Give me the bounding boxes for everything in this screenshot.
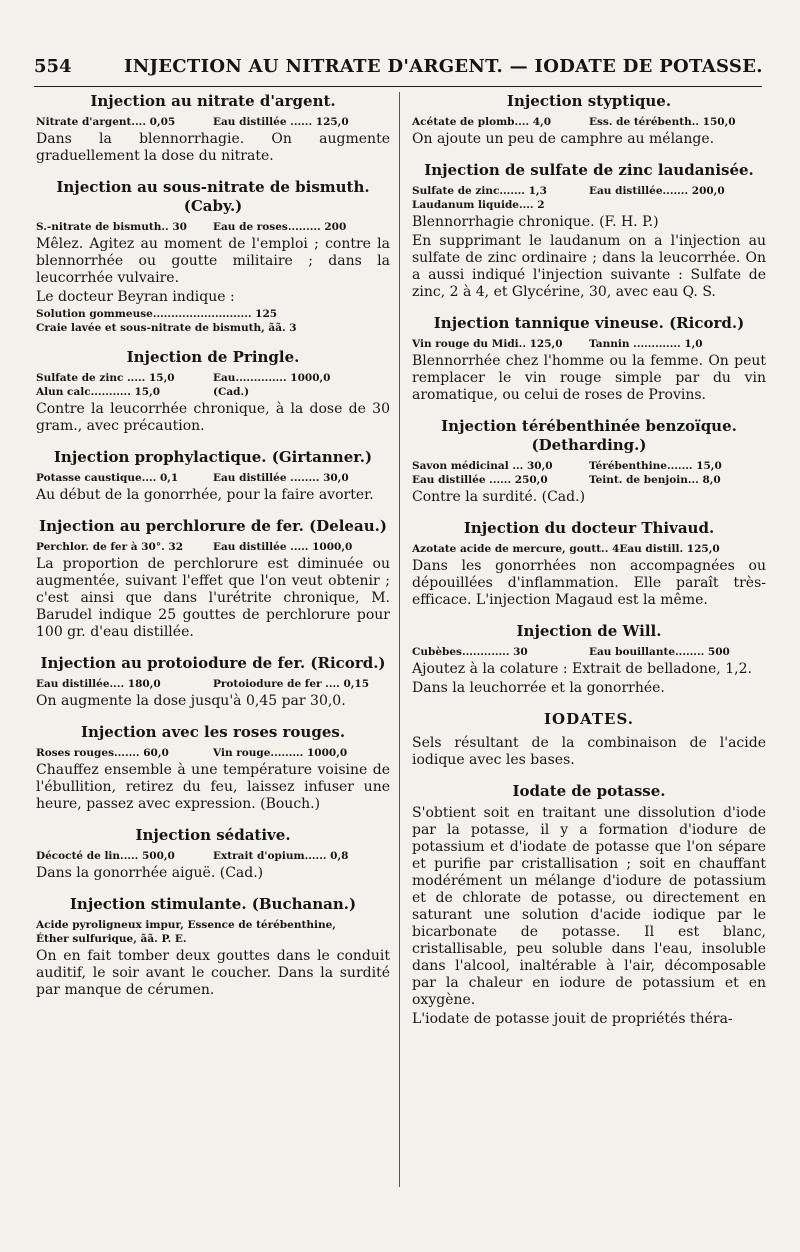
running-head [34, 50, 762, 87]
recipe-entry [36, 723, 390, 813]
formula-ingredient: Décocté de lin..... 500,0 [36, 850, 175, 862]
formula-row [36, 307, 390, 321]
section-heading: IODATES. [543, 710, 635, 728]
formula-ingredient: Laudanum liquide.... 2 [412, 199, 545, 211]
recipe-text: Dans les gonorrhées non accompagnées ou dépouillées d'inflammation. Elle paraît très-efficace. L'injection Magaud est la même. [412, 558, 766, 608]
recipe-text: Dans la blennorrhagie. On augmente graduellement la dose du nitrate. [36, 131, 390, 164]
formula-ingredient: Roses rouges....... 60,0 [36, 747, 169, 759]
formula-row [412, 473, 766, 487]
formula-row [36, 115, 390, 129]
formula-ingredient: Cubèbes............. 30 [412, 646, 528, 658]
formula-row [36, 677, 390, 691]
formula-ingredient: Éther sulfurique, ãã. P. E. [36, 933, 187, 945]
recipe-text: Contre la leucorrhée chronique, à la dose de 30 gram., avec précaution. [36, 401, 390, 434]
recipe-entry [412, 92, 766, 148]
formula-ingredient: (Cad.) [213, 386, 250, 398]
recipe-text: On augmente la dose jusqu'à 0,45 par 30,0. [36, 693, 346, 709]
recipe-title: Injection tannique vineuse. (Ricord.) [433, 314, 745, 332]
recipe-title: Injection styptique. [506, 92, 672, 110]
formula-ingredient: Ess. de térébenth.. 150,0 [589, 116, 736, 128]
recipe-formula [36, 115, 390, 129]
recipe-entry [36, 92, 390, 165]
recipe-formula [36, 849, 390, 863]
recipe-formula [36, 918, 390, 946]
recipe-title: Injection stimulante. (Buchanan.) [69, 895, 357, 913]
recipe-entry [412, 622, 766, 697]
formula-ingredient: Extrait d'opium...... 0,8 [213, 850, 349, 862]
formula-ingredient: Eau bouillante........ 500 [589, 646, 730, 658]
formula-ingredient: Vin rouge du Midi.. 125,0 [412, 338, 563, 350]
recipe-title: Injection de sulfate de zinc laudanisée. [424, 161, 754, 179]
recipe-text: Au début de la gonorrhée, pour la faire avorter. [36, 487, 374, 503]
recipe-title: Injection au perchlorure de fer. (Deleau.) [39, 517, 387, 535]
recipe-title: Injection avec les roses rouges. [80, 723, 346, 741]
recipe-entry [36, 178, 390, 335]
recipe-entry [412, 519, 766, 609]
formula-row [36, 220, 390, 234]
recipe-title: Injection térébenthinée benzoïque. (Detharding.) [441, 417, 737, 454]
recipe-formula [412, 542, 766, 556]
recipe-text: Chauffez ensemble à une température voisine de l'ébullition, retirez du feu, laissez infuser une heure, passez avec expression. (Bouch.) [36, 762, 390, 812]
formula-row [36, 371, 390, 385]
formula-row [36, 540, 390, 554]
recipe-formula [36, 371, 390, 399]
formula-ingredient: Eau distillée ...... 250,0 [412, 474, 548, 486]
recipe-text: Le docteur Beyran indique : [36, 289, 235, 305]
recipe-formula [412, 115, 766, 129]
recipe-text: On en fait tomber deux gouttes dans le conduit auditif, le soir avant le coucher. Dans la surdité par manque de cérumen. [36, 948, 390, 998]
recipe-entry [36, 895, 390, 999]
recipe-title: Injection de Pringle. [126, 348, 300, 366]
recipe-entry [412, 710, 766, 769]
formula-ingredient: Azotate acide de mercure, goutt.. 4 [412, 543, 620, 555]
formula-ingredient: Eau distill. 125,0 [619, 543, 720, 555]
recipe-formula [412, 645, 766, 659]
formula-ingredient: Potasse caustique.... 0,1 [36, 472, 179, 484]
recipe-entry [36, 448, 390, 504]
recipe-entry [36, 517, 390, 641]
recipe-title: Injection prophylactique. (Girtanner.) [53, 448, 373, 466]
formula-ingredient: Savon médicinal ... 30,0 [412, 460, 553, 472]
recipe-formula [36, 471, 390, 485]
recipe-entry [412, 417, 766, 506]
recipe-formula [36, 307, 390, 335]
formula-ingredient: Vin rouge......... 1000,0 [213, 747, 348, 759]
left-column [36, 92, 390, 1012]
formula-ingredient: S.-nitrate de bismuth.. 30 [36, 221, 187, 233]
formula-ingredient: Alun calc........... 15,0 [36, 386, 161, 398]
recipe-title: Injection au sous-nitrate de bismuth. (Caby.) [56, 178, 370, 215]
formula-ingredient: Eau.............. 1000,0 [213, 372, 331, 384]
formula-row [36, 932, 390, 946]
formula-ingredient [589, 198, 766, 212]
formula-row [36, 321, 390, 335]
formula-ingredient: Tannin ............. 1,0 [589, 338, 703, 350]
formula-row [412, 459, 766, 473]
formula-ingredient: Sulfate de zinc....... 1,3 [412, 185, 547, 197]
recipe-title: Injection au protoiodure de fer. (Ricord.) [40, 654, 386, 672]
recipe-text: Ajoutez à la colature : Extrait de belladone, 1,2. [412, 661, 752, 677]
formula-ingredient: Acide pyroligneux impur, Essence de térébenthine, [36, 919, 336, 931]
recipe-entry [36, 826, 390, 882]
formula-row [36, 849, 390, 863]
recipe-entry [36, 654, 390, 710]
recipe-text: La proportion de perchlorure est diminuée ou augmentée, suivant l'effet que l'on veut obtenir ; c'est ainsi que dans l'urétrite chronique, M. Barudel indique 25 gouttes de perchlorure pour 100 gr. d'eau distillée. [36, 556, 390, 640]
formula-ingredient: Eau distillée....... 200,0 [589, 185, 725, 197]
recipe-formula [412, 459, 766, 487]
page-number: 554 [34, 56, 72, 77]
formula-row [412, 337, 766, 351]
formula-row [412, 115, 766, 129]
recipe-text: Blennorrhagie chronique. (F. H. P.) [412, 214, 659, 230]
recipe-text: S'obtient soit en traitant une dissolution d'iode par la potasse, il y a formation d'iodure de potassium et d'iodate de potasse que l'on sépare et purifie par cristallisation ; soit en chauffant modérément un mélange d'iodure de potassium et de chlorate de potasse, ou directement en saturant une solution d'acide iodique par le bicarbonate de potasse. Il est blanc, cristallisable, peu soluble dans l'eau, insoluble dans l'alcool, inaltérable à l'air, décomposable par la chaleur en iodure de potassium et en oxygène. [412, 805, 766, 1008]
formula-ingredient: Protoiodure de fer .... 0,15 [213, 678, 370, 690]
column-divider [399, 92, 400, 1187]
formula-row [412, 542, 766, 556]
formula-ingredient: Solution gommeuse........................... 125 [36, 308, 278, 320]
recipe-text: Blennorrhée chez l'homme ou la femme. On peut remplacer le vin rouge simple par du vin aromatique, ou celui de roses de Provins. [412, 353, 766, 403]
formula-ingredient: Perchlor. de fer à 30°. 32 [36, 541, 184, 553]
recipe-text: Dans la leuchorrée et la gonorrhée. [412, 680, 665, 696]
formula-row [36, 918, 390, 932]
recipe-title: Injection de Will. [516, 622, 662, 640]
formula-ingredient: Eau distillée ..... 1000,0 [213, 541, 353, 553]
recipe-formula [36, 540, 390, 554]
recipe-text: Contre la surdité. (Cad.) [412, 489, 586, 505]
recipe-formula [412, 337, 766, 351]
formula-ingredient: Eau distillée ........ 30,0 [213, 472, 349, 484]
recipe-title: Injection du docteur Thivaud. [463, 519, 715, 537]
formula-row [412, 184, 766, 198]
formula-row [36, 471, 390, 485]
formula-row [412, 198, 766, 212]
recipe-formula [412, 184, 766, 212]
recipe-text: Dans la gonorrhée aiguë. (Cad.) [36, 865, 264, 881]
recipe-title: Injection sédative. [135, 826, 291, 844]
formula-ingredient: Acétate de plomb.... 4,0 [412, 116, 552, 128]
recipe-formula [36, 677, 390, 691]
formula-ingredient: Nitrate d'argent.... 0,05 [36, 116, 176, 128]
formula-ingredient: Teint. de benjoin... 8,0 [589, 474, 721, 486]
formula-ingredient: Térébenthine....... 15,0 [589, 460, 722, 472]
recipe-entry [36, 348, 390, 435]
formula-row [36, 746, 390, 760]
recipe-entry [412, 314, 766, 404]
recipe-entry [412, 782, 766, 1028]
recipe-title: Injection au nitrate d'argent. [90, 92, 336, 110]
recipe-text: En supprimant le laudanum on a l'injection au sulfate de zinc ordinaire ; dans la leucorrhée. On a aussi indiqué l'injection suivante : Sulfate de zinc, 2 à 4, et Glycérine, 30, avec eau Q. S. [412, 233, 766, 300]
formula-ingredient: Craie lavée et sous-nitrate de bismuth, ãã. 3 [36, 322, 297, 334]
running-title: INJECTION AU NITRATE D'ARGENT. — IODATE DE POTASSE. [124, 56, 763, 77]
formula-ingredient: Eau de roses......... 200 [213, 221, 347, 233]
recipe-text: On ajoute un peu de camphre au mélange. [412, 131, 715, 147]
formula-row [412, 645, 766, 659]
recipe-text: L'iodate de potasse jouit de propriétés théra- [412, 1011, 733, 1027]
recipe-text: Sels résultant de la combinaison de l'acide iodique avec les bases. [412, 735, 766, 768]
formula-ingredient: Sulfate de zinc ..... 15,0 [36, 372, 175, 384]
formula-ingredient: Eau distillée.... 180,0 [36, 678, 161, 690]
formula-row [36, 385, 390, 399]
formula-ingredient: Eau distillée ...... 125,0 [213, 116, 349, 128]
right-column [412, 92, 766, 1041]
recipe-text: Mêlez. Agitez au moment de l'emploi ; contre la blennorrhée ou goutte militaire ; dans la leucorrhée vulvaire. [36, 236, 390, 286]
recipe-entry [412, 161, 766, 301]
recipe-formula [36, 220, 390, 234]
recipe-title: Iodate de potasse. [512, 782, 666, 800]
recipe-formula [36, 746, 390, 760]
